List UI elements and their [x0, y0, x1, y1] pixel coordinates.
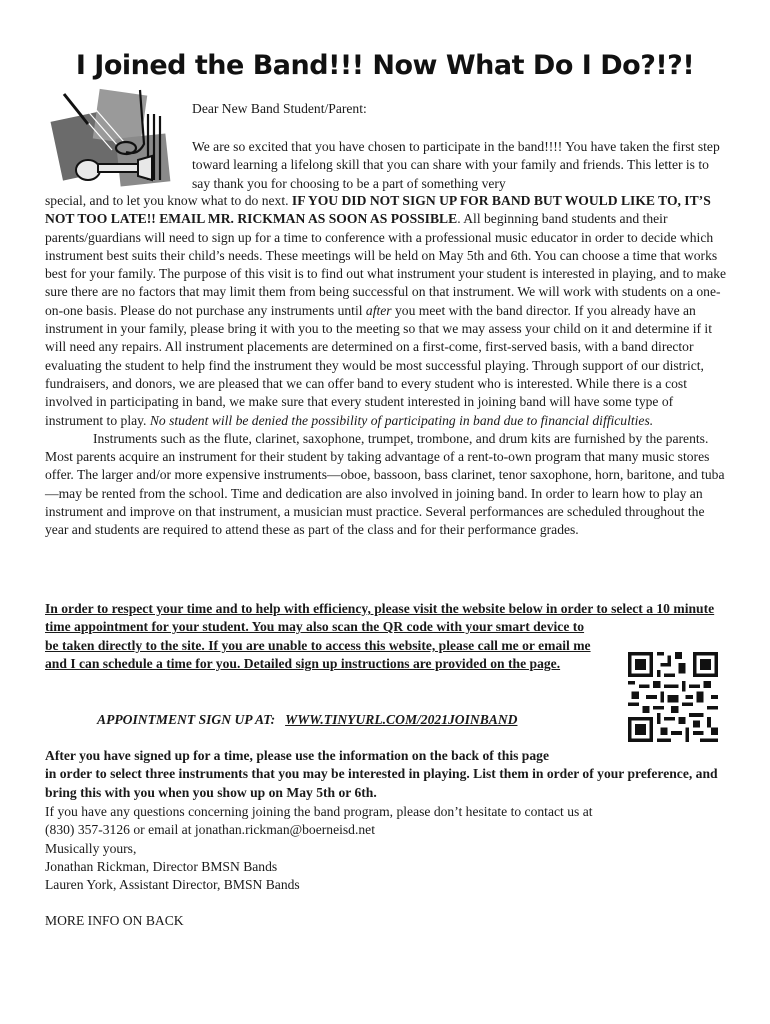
signature-director: Jonathan Rickman, Director BMSN Bands — [45, 858, 278, 874]
after-line-1: After you have signed up for a time, please use the information on the back of this page — [45, 748, 549, 763]
contact-line-1: If you have any questions concerning joining the band program, please don’t hesitate to contact us at — [45, 804, 593, 819]
closing: Musically yours, — [45, 840, 137, 856]
contact-line-2: (830) 357-3126 or email at jonathan.rickman@boerneisd.net — [45, 822, 375, 838]
band-instruments-clipart — [48, 84, 176, 194]
schedule-notice-b: be taken directly to the site. If you are unable to access this website, please call me or email me and I can schedule a time for you. Detailed sign up instructions are provided on the page. — [45, 638, 591, 672]
main-body — [45, 192, 727, 540]
after-line-2: in order to select three instruments that you may be interested in playing. List them in order of your preference, and bring this with you when you show up on May 5th or 6th. — [45, 766, 718, 800]
p1-rest: . All beginning band students and their parents/guardians will need to sign up for a time to conference with a professional music educator in order to decide which instrument best suits their child’s needs. These meetings will be held on May 5th and 6th. You can choose a time that works best for your family. The purpose of this visit is to find out what instrument your student is interested in playing, and to make sure there are no factors that may limit them from being successful on that instrument. We will work with students on a one-on-one basis. Please do not purchase any instruments until — [45, 211, 727, 318]
intro-paragraph: We are so excited that you have chosen to participate in the band!!!! You have taken the first step toward learning a lifelong skill that you can share with your family and friends. This letter is to say thank you for choosing to be a part of something very — [192, 139, 720, 191]
schedule-notice-a: In order to respect your time and to help with efficiency, please visit the website below in order to select a 10 minute time appointment for your student. You may also scan the QR code with your smart device to — [45, 601, 715, 635]
contact-section — [45, 803, 735, 894]
page-title: I Joined the Band!!! Now What Do I Do?!?! — [75, 50, 695, 81]
financial-notice: No student will be denied the possibility of participating in band due to financial difficulties. — [149, 412, 654, 428]
p1-start: special, and to let you know what to do next. — [45, 193, 292, 208]
p1-after-emphasis: after — [365, 302, 392, 318]
more-info-note: MORE INFO ON BACK — [45, 913, 184, 928]
p1-rest2: you meet with the band director. If you already have an instrument in your family, please bring it with you to the meeting so that we may assess your child on it and determine if it will need any repairs. All instrument placements are determined on a first-come, first-served basis, with a band director evaluating the student to help find the instrument they would be most successful playing. Through support of our district, fundraisers, and donors, we are pleased that we can offer band to every student who is interested. While there is a cost involved in participating in band, we make sure that every student interested in joining band will have some type of instrument to play. — [45, 302, 712, 428]
signup-notice: IF YOU DID NOT SIGN UP FOR BAND BUT WOULD LIKE TO, IT’S NOT TOO LATE!! EMAIL MR. RICKMAN AS SOON AS POSSIBLE — [45, 193, 711, 227]
appointment-label: APPOINTMENT SIGN UP AT: — [97, 712, 276, 727]
signature-assistant: Lauren York, Assistant Director, BMSN Bands — [45, 877, 300, 893]
after-signup-instructions — [45, 747, 735, 802]
greeting: Dear New Band Student/Parent: — [192, 101, 367, 116]
qr-code-icon[interactable] — [628, 652, 718, 742]
appointment-line — [97, 711, 517, 729]
paragraph-signup — [45, 192, 727, 430]
signup-link[interactable]: WWW.TINYURL.COM/2021JOINBAND — [285, 712, 518, 727]
paragraph-instruments: Instruments such as the flute, clarinet, saxophone, trumpet, trombone, and drum kits are furnished by the parents. Most parents acquire an instrument for their student by taking advantage of a rent-to-own program that many music stores offer. The larger and/or more expensive instruments—oboe, bassoon, bass clarinet, tenor saxophone, horn, baritone, and tuba—may be rented from the school. Time and dedication are also involved in joining band. In order to learn how to play an instrument and improve on that instrument, a musician must practice. Several performances are scheduled throughout the year and students are required to attend these as part of the class and for their performance grades. — [45, 430, 725, 538]
